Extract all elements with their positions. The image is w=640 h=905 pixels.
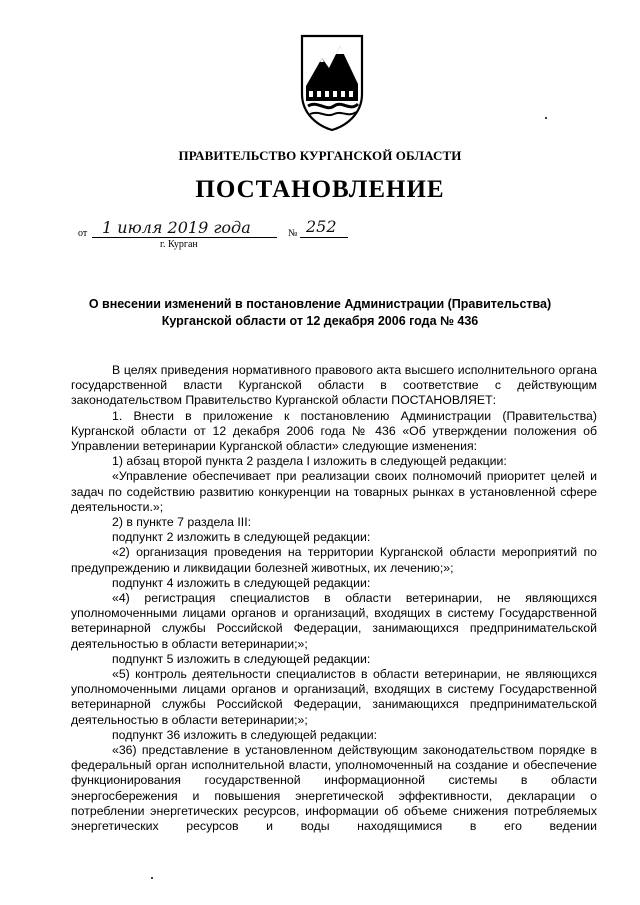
scan-speck: [545, 117, 547, 119]
number-underline: [300, 237, 348, 238]
document-subject: [70, 296, 570, 330]
body-paragraph: 2) в пункте 7 раздела III:: [112, 515, 252, 530]
coat-of-arms-emblem: [296, 32, 368, 132]
scan-speck: [151, 877, 153, 879]
handwritten-date: 1 июля 2019 года: [102, 218, 251, 237]
subject-line-1: О внесении изменений в постановление Администрации (Правительства): [88, 297, 552, 311]
body-paragraph: подпункт 4 изложить в следующей редакции:: [112, 575, 371, 590]
handwritten-number: 252: [306, 217, 337, 236]
date-underline: [92, 237, 277, 238]
date-number-row: [78, 217, 378, 260]
government-name: ПРАВИТЕЛЬСТВО КУРГАНСКОЙ ОБЛАСТИ: [178, 148, 462, 163]
date-prefix: от: [78, 228, 88, 239]
body-paragraph: «Управление обеспечивает при реализации своих полномочий приоритет целей и задач по содействию развитию конкуренции на товарных рынках в установленной сфере деятельности.»;: [71, 469, 597, 514]
number-prefix: №: [288, 228, 298, 239]
body-paragraph: подпункт 36 изложить в следующей редакции:: [112, 727, 378, 742]
document-type-title: ПОСТАНОВЛЕНИЕ: [195, 176, 445, 203]
body-paragraph: 1) абзац второй пункта 2 раздела I изложить в следующей редакции:: [112, 454, 507, 469]
body-paragraph: подпункт 5 изложить в следующей редакции:: [112, 651, 371, 666]
body-paragraph: подпункт 2 изложить в следующей редакции:: [112, 530, 371, 545]
body-paragraph: «2) организация проведения на территории Курганской области мероприятий по предупреждению и ликвидации болезней животных, их лечению;»;: [71, 545, 597, 575]
body-paragraph: «4) регистрация специалистов в области ветеринарии, не являющихся уполномоченными лицами органов и организаций, входящих в систему Государственной ветеринарной службы Российской Федерации, занимающихся предпринимательской деятельностью в области ветеринарии;»;: [71, 591, 597, 651]
body-paragraph: «36) представление в установленном действующим законодательством порядке в федеральный орган исполнительной власти, уполномоченный на создание и обеспечение функционирования государственной информационной системы в области энергосбережения и повышения энергетической эффективности, декларации о потреблении энергетических ресурсов, информации об объеме снижения потребляемых энергетических ресурсов и воды находящимися в его ведении: [71, 743, 597, 834]
body-paragraph: В целях приведения нормативного правового акта высшего исполнительного органа государственной власти Курганской области в соответствие с действующим законодательством Правительство Курганской области ПОСТАНОВЛЯЕТ:: [71, 363, 597, 408]
subject-line-2: Курганской области от 12 декабря 2006 года № 436: [161, 314, 479, 328]
body-paragraph: 1. Внести в приложение к постановлению Администрации (Правительства) Курганской области от 12 декабря 2006 года № 436 «Об утверждении положения об Управлении ветеринарии Курганской области» следующие изменения:: [71, 408, 597, 454]
body-paragraph: «5) контроль деятельности специалистов в области ветеринарии, не являющихся уполномоченными лицами органов и организаций, входящих в систему Государственной ветеринарной службы Российской Федерации, занимающихся предпринимательской деятельностью в области ветеринарии;»;: [71, 667, 597, 727]
city-name: г. Курган: [160, 239, 198, 250]
document-body: [71, 363, 597, 834]
